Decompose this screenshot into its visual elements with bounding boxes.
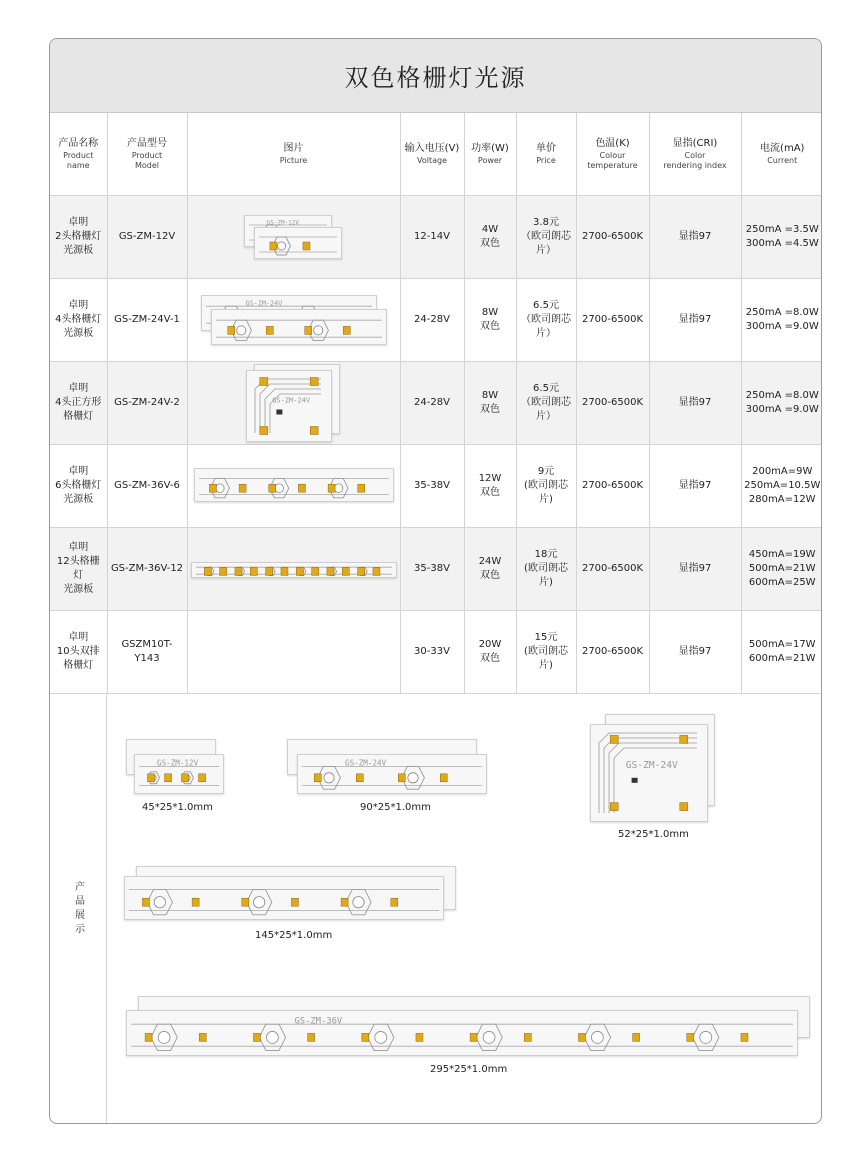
pcb-drawing — [192, 563, 396, 577]
price-line: 9元 — [537, 465, 555, 477]
pcb-board-45mm — [134, 754, 224, 794]
svg-text:GS-ZM-12V: GS-ZM-12V — [157, 758, 199, 768]
spec-table — [50, 113, 822, 694]
cell-voltage: 35-38V — [400, 444, 464, 527]
cell-power — [464, 444, 516, 527]
pcb-board-295mm — [126, 1010, 798, 1056]
power-line: 12W — [478, 472, 502, 484]
cell-power — [464, 610, 516, 693]
svg-text:GS-ZM-24V: GS-ZM-24V — [245, 299, 282, 308]
current-line: 250mA =3.5W — [745, 223, 819, 235]
product-picture — [191, 558, 397, 580]
cell-cct: 2700-6500K — [576, 195, 649, 278]
product-name-line: 卓明 — [68, 382, 89, 394]
cell-product-name — [50, 610, 107, 693]
product-picture — [289, 647, 299, 657]
product-name-line: 卓明 — [68, 216, 89, 228]
dim-label-295: 295*25*1.0mm — [430, 1063, 508, 1075]
cell-price — [516, 195, 576, 278]
current-line: 250mA =8.0W — [745, 306, 819, 318]
header-model: 产品型号 Product Model — [107, 113, 187, 195]
product-name-line: 10头双排 — [56, 645, 100, 657]
pcb-board — [194, 468, 394, 502]
product-name-line: 卓明 — [68, 541, 89, 553]
cell-cct: 2700-6500K — [576, 527, 649, 610]
pcb-board — [191, 562, 397, 578]
cell-picture — [187, 610, 400, 693]
cell-picture — [187, 527, 400, 610]
power-line: 4W — [481, 223, 499, 235]
pcb-board — [254, 227, 342, 259]
cell-voltage: 35-38V — [400, 527, 464, 610]
current-line: 600mA=25W — [748, 576, 816, 588]
cell-picture — [187, 278, 400, 361]
cell-cct: 2700-6500K — [576, 610, 649, 693]
dim-label-145: 145*25*1.0mm — [255, 929, 333, 941]
price-line: (欧司朗芯片) — [524, 562, 568, 588]
power-line: 双色 — [480, 320, 500, 332]
price-line: (欧司朗芯片) — [524, 645, 568, 671]
product-name-line: 4头格栅灯 — [55, 313, 102, 325]
pcb-drawing — [212, 310, 386, 344]
cell-picture — [187, 361, 400, 444]
cell-current — [741, 361, 822, 444]
power-line: 20W — [478, 638, 502, 650]
product-name-line: 格栅灯 — [63, 659, 94, 671]
cell-cri: 显指97 — [649, 527, 741, 610]
svg-text:GS-ZM-24V: GS-ZM-24V — [271, 396, 310, 404]
cell-model: GS-ZM-36V-6 — [107, 444, 187, 527]
product-picture — [244, 215, 344, 259]
cell-cri: 显指97 — [649, 278, 741, 361]
cell-current — [741, 610, 822, 693]
pcb-drawing — [255, 228, 341, 258]
cell-power — [464, 195, 516, 278]
cell-voltage: 30-33V — [400, 610, 464, 693]
dim-label-90: 90*25*1.0mm — [360, 801, 431, 813]
pcb-board — [246, 370, 332, 442]
svg-text:GS-ZM-12V: GS-ZM-12V — [266, 218, 299, 226]
cell-cri: 显指97 — [649, 361, 741, 444]
power-line: 8W — [481, 389, 499, 401]
product-picture — [246, 364, 342, 442]
cell-price — [516, 444, 576, 527]
cell-power — [464, 527, 516, 610]
current-line: 500mA=21W — [748, 562, 816, 574]
table-row — [50, 610, 822, 693]
table-row — [50, 444, 822, 527]
price-line: 15元 — [534, 631, 558, 643]
dim-label-52: 52*25*1.0mm — [618, 828, 689, 840]
cell-model: GSZM10T-Y143 — [107, 610, 187, 693]
product-name-line: 卓明 — [68, 631, 89, 643]
table-header-row — [50, 113, 822, 195]
cell-voltage: 24-28V — [400, 278, 464, 361]
pcb-board — [211, 309, 387, 345]
table-row — [50, 361, 822, 444]
header-power: 功率(W) Power — [464, 113, 516, 195]
power-line: 双色 — [480, 652, 500, 664]
current-line: 450mA=19W — [748, 548, 816, 560]
cell-current — [741, 444, 822, 527]
cell-current — [741, 278, 822, 361]
price-line: （欧司朗芯片） — [521, 396, 571, 422]
product-name-line: 格栅灯 — [63, 410, 94, 422]
pcb-drawing — [298, 755, 486, 793]
price-line: 3.8元 — [533, 216, 559, 228]
price-line: （欧司朗芯片） — [521, 313, 571, 339]
cell-cct: 2700-6500K — [576, 278, 649, 361]
svg-text:GS-ZM-24V: GS-ZM-24V — [345, 758, 387, 768]
spec-sheet — [49, 38, 822, 1124]
power-line: 24W — [478, 555, 502, 567]
product-name-line: 光源板 — [63, 493, 94, 505]
power-line: 8W — [481, 306, 499, 318]
current-line: 200mA=9W — [752, 465, 813, 477]
cell-picture — [187, 195, 400, 278]
current-line: 280mA=12W — [748, 493, 816, 505]
header-name: 产品名称 Product name — [50, 113, 107, 195]
cell-model: GS-ZM-12V — [107, 195, 187, 278]
header-voltage: 输入电压(V) Voltage — [400, 113, 464, 195]
cell-cct: 2700-6500K — [576, 361, 649, 444]
cell-model: GS-ZM-24V-2 — [107, 361, 187, 444]
svg-text:GS-ZM-24V: GS-ZM-24V — [625, 759, 678, 771]
header-cri: 显指(CRI) Color rendering index — [649, 113, 741, 195]
cell-cct: 2700-6500K — [576, 444, 649, 527]
cell-cri: 显指97 — [649, 444, 741, 527]
cell-current — [741, 195, 822, 278]
pcb-drawing — [591, 725, 707, 821]
table-row — [50, 278, 822, 361]
product-name-line: 12头格栅灯 — [56, 555, 100, 581]
page-title: 双色格栅灯光源 — [50, 39, 821, 113]
header-price: 单价 Price — [516, 113, 576, 195]
cell-cri: 显指97 — [649, 195, 741, 278]
showcase-label: 产品展示 — [72, 880, 84, 937]
cell-product-name — [50, 527, 107, 610]
svg-text:GS-ZM-36V: GS-ZM-36V — [294, 1015, 343, 1026]
price-line: (欧司朗芯片) — [524, 479, 568, 505]
price-line: 6.5元 — [533, 299, 559, 311]
price-line: （欧司朗芯片） — [521, 230, 571, 256]
pcb-drawing — [195, 469, 393, 501]
table-row — [50, 195, 822, 278]
power-line: 双色 — [480, 403, 500, 415]
current-line: 300mA =4.5W — [745, 237, 819, 249]
header-current: 电流(mA) Current — [741, 113, 822, 195]
cell-power — [464, 361, 516, 444]
cell-price — [516, 610, 576, 693]
cell-voltage: 12-14V — [400, 195, 464, 278]
price-line: 6.5元 — [533, 382, 559, 394]
product-name-line: 卓明 — [68, 299, 89, 311]
header-cct: 色温(K) Colour temperature — [576, 113, 649, 195]
product-name-line: 卓明 — [68, 465, 89, 477]
cell-model: GS-ZM-24V-1 — [107, 278, 187, 361]
pcb-board-145mm — [124, 876, 444, 920]
pcb-board-90mm — [297, 754, 487, 794]
current-line: 300mA =9.0W — [745, 320, 819, 332]
product-name-line: 光源板 — [63, 244, 94, 256]
header-picture: 图片 Picture — [187, 113, 400, 195]
product-name-line: 2头格栅灯 — [55, 230, 102, 242]
pcb-drawing — [135, 755, 223, 793]
pcb-drawing — [125, 877, 443, 919]
cell-picture — [187, 444, 400, 527]
table-row — [50, 527, 822, 610]
current-line: 600mA=21W — [748, 652, 816, 664]
cell-current — [741, 527, 822, 610]
product-name-line: 光源板 — [63, 583, 94, 595]
pcb-drawing — [127, 1011, 797, 1055]
power-line: 双色 — [480, 237, 500, 249]
power-line: 双色 — [480, 569, 500, 581]
pcb-board-52mm — [590, 724, 708, 822]
current-line: 250mA =8.0W — [745, 389, 819, 401]
product-picture — [194, 468, 394, 504]
product-picture — [201, 295, 387, 345]
cell-price — [516, 361, 576, 444]
cell-product-name — [50, 444, 107, 527]
current-line: 250mA=10.5W — [744, 479, 821, 491]
price-line: 18元 — [534, 548, 558, 560]
product-name-line: 6头格栅灯 — [55, 479, 102, 491]
dim-label-45: 45*25*1.0mm — [142, 801, 213, 813]
cell-power — [464, 278, 516, 361]
power-line: 双色 — [480, 486, 500, 498]
product-name-line: 光源板 — [63, 327, 94, 339]
pcb-drawing — [247, 371, 331, 441]
cell-product-name — [50, 361, 107, 444]
cell-model: GS-ZM-36V-12 — [107, 527, 187, 610]
cell-product-name — [50, 195, 107, 278]
cell-price — [516, 527, 576, 610]
current-line: 500mA=17W — [748, 638, 816, 650]
cell-cri: 显指97 — [649, 610, 741, 693]
current-line: 300mA =9.0W — [745, 403, 819, 415]
product-name-line: 4头正方形 — [55, 396, 102, 408]
product-showcase — [50, 694, 821, 1124]
cell-price — [516, 278, 576, 361]
cell-voltage: 24-28V — [400, 361, 464, 444]
cell-product-name — [50, 278, 107, 361]
